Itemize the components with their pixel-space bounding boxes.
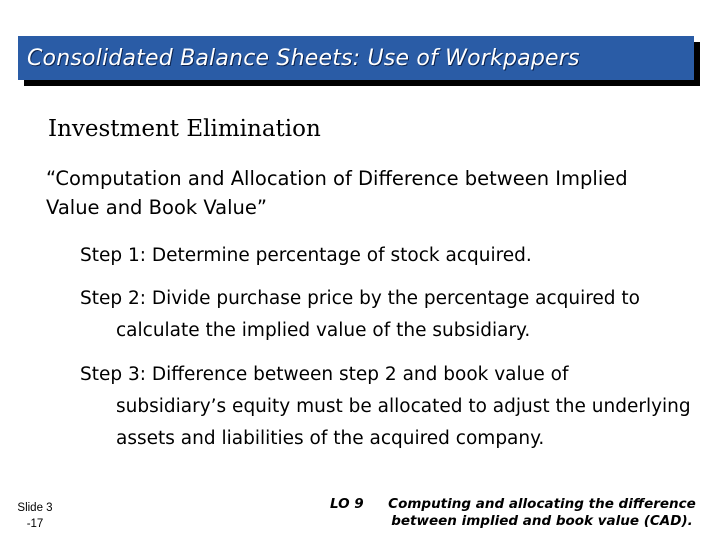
quote-text: “Computation and Allocation of Difference between Implied Value and Book Value” [46, 167, 628, 219]
lo-description: Computing and allocating the difference between implied and book value (CAD). [388, 496, 696, 529]
step-1-text: Step 1: Determine percentage of stock acquired. [80, 245, 532, 266]
title-bar [18, 36, 694, 80]
lo-label: LO 9 [330, 496, 364, 512]
slide-title: Consolidated Balance Sheets: Use of Workpapers [27, 45, 580, 71]
step-3-continuation: subsidiary’s equity must be allocated to adjust the underlying assets and liabilities of the acquired company. [116, 396, 691, 449]
slide-number-label: Slide 3 [17, 502, 53, 514]
slide-number [12, 500, 58, 532]
section-heading: Investment Elimination [48, 116, 321, 142]
step-3-text: Step 3: Difference between step 2 and book value of [80, 364, 569, 385]
step-2-text: Step 2: Divide purchase price by the percentage acquired to [80, 288, 640, 309]
step-3 [80, 359, 700, 455]
step-2-continuation: calculate the implied value of the subsidiary. [116, 320, 531, 341]
slide-number-value: -17 [26, 518, 44, 530]
step-2 [80, 283, 700, 347]
step-1 [80, 240, 700, 272]
